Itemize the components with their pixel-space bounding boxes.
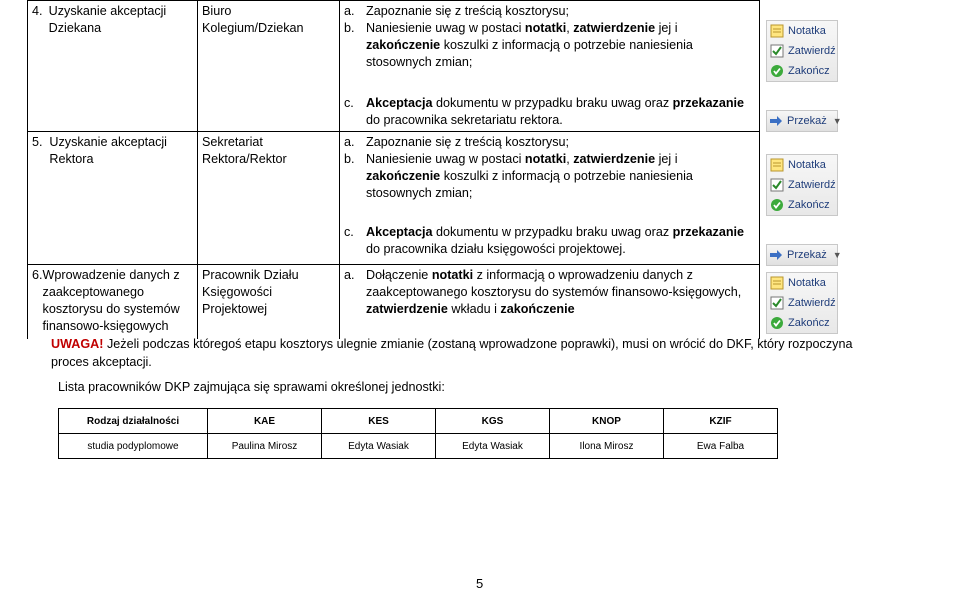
notatka-button[interactable]: Notatka: [767, 155, 837, 175]
row-number: 4.: [32, 4, 43, 18]
list-item: c. Akceptacja dokumentu w przypadku braku uwag oraz przekazanie do pracownika sekretariatu rektora.: [344, 96, 745, 127]
list-item: a. Zapoznanie się z treścią kosztorysu;: [344, 135, 569, 149]
zatwierdz-button[interactable]: Zatwierdź: [767, 293, 837, 313]
table-cell: Edyta Wasiak: [436, 434, 550, 459]
step-cell: [28, 265, 198, 340]
table-cell: Ilona Mirosz: [550, 434, 664, 459]
chevron-down-icon: ▼: [832, 116, 842, 126]
action-buttons-group: [766, 272, 838, 334]
checkmark-circle-icon: [769, 316, 784, 331]
check-icon: [769, 44, 784, 59]
table-row: [59, 434, 778, 459]
header-cell: KZIF: [664, 409, 778, 434]
checkmark-circle-icon: [769, 64, 784, 79]
header-cell: KAE: [208, 409, 322, 434]
check-icon: [769, 296, 784, 311]
action-buttons-group: [766, 20, 838, 82]
table-cell: studia podyplomowe: [59, 434, 208, 459]
header-cell: KES: [322, 409, 436, 434]
header-cell: Rodzaj działalności: [59, 409, 208, 434]
task-text: Wprowadzenie danych z zaakceptowanego kosztorysu do systemów finansowo-księgowych: [42, 268, 180, 333]
note-icon: [769, 276, 784, 291]
header-cell: KGS: [436, 409, 550, 434]
steps-cell: [340, 265, 760, 340]
responsible-cell: Pracownik Działu Księgowości Projektowej: [198, 265, 340, 340]
note-icon: [769, 158, 784, 173]
responsible-cell: Sekretariat Rektora/Rektor: [198, 132, 340, 265]
row-number: 6.: [32, 268, 43, 282]
notatka-button[interactable]: Notatka: [767, 273, 837, 293]
table-row: [28, 132, 838, 265]
step-cell: [28, 132, 198, 265]
step-cell: [28, 1, 198, 132]
zakoncz-button[interactable]: Zakończ: [767, 61, 837, 81]
warning-note: [51, 335, 881, 371]
zatwierdz-button[interactable]: Zatwierdź: [767, 175, 837, 195]
list-item: a. Dołączenie notatki z informacją o wprowadzeniu danych z zaakceptowanego kosztorysu do systemów finansowo-księgowych, zatwierdzenie wkładu i zakończenie: [344, 268, 742, 316]
table-row: [28, 265, 838, 340]
table-cell: Paulina Mirosz: [208, 434, 322, 459]
chevron-down-icon: ▼: [832, 250, 842, 260]
checkmark-circle-icon: [769, 198, 784, 213]
warning-text: Jeżeli podczas któregoś etapu kosztorys ulegnie zmianie (zostaną wprowadzone poprawki), musi on wrócić do DKF, który rozpoczyna proces akceptacji.: [51, 337, 853, 369]
list-item: b. Naniesienie uwag w postaci notatki, zatwierdzenie jej i zakończenie koszulki z informacją o potrzebie naniesienia stosownych zmian;: [344, 152, 693, 200]
task-text: Uzyskanie akceptacji Rektora: [49, 135, 167, 166]
procedure-table: [27, 0, 838, 339]
forward-icon: [769, 115, 783, 127]
check-icon: [769, 178, 784, 193]
note-icon: [769, 24, 784, 39]
przekaz-button[interactable]: Przekaż ▼: [766, 244, 838, 266]
table-header-row: [59, 409, 778, 434]
page-number: 5: [476, 576, 484, 591]
dkp-staff-table: [58, 408, 778, 459]
table-cell: Ewa Falba: [664, 434, 778, 459]
responsible-cell: Biuro Kolegium/Dziekan: [198, 1, 340, 132]
list-title: Lista pracowników DKP zajmująca się sprawami określonej jednostki:: [58, 380, 445, 394]
zakoncz-button[interactable]: Zakończ: [767, 195, 837, 215]
warning-label: UWAGA!: [51, 337, 104, 351]
forward-icon: [769, 249, 783, 261]
task-text: Uzyskanie akceptacji Dziekana: [48, 4, 167, 35]
list-item: b. Naniesienie uwag w postaci notatki, zatwierdzenie jej i zakończenie koszulki z informacją o potrzebie naniesienia stosownych zmian;: [344, 21, 693, 69]
list-item: c. Akceptacja dokumentu w przypadku braku uwag oraz przekazanie do pracownika działu księgowości projektowej.: [344, 225, 745, 256]
table-row: [28, 1, 838, 132]
steps-cell: [340, 1, 760, 132]
zatwierdz-button[interactable]: Zatwierdź: [767, 41, 837, 61]
przekaz-button[interactable]: Przekaż ▼: [766, 110, 838, 132]
header-cell: KNOP: [550, 409, 664, 434]
action-buttons-group: [766, 154, 838, 216]
notatka-button[interactable]: Notatka: [767, 21, 837, 41]
list-item: a. Zapoznanie się z treścią kosztorysu;: [344, 4, 569, 18]
steps-cell: [340, 132, 760, 265]
zakoncz-button[interactable]: Zakończ: [767, 313, 837, 333]
row-number: 5.: [32, 135, 43, 149]
table-cell: Edyta Wasiak: [322, 434, 436, 459]
